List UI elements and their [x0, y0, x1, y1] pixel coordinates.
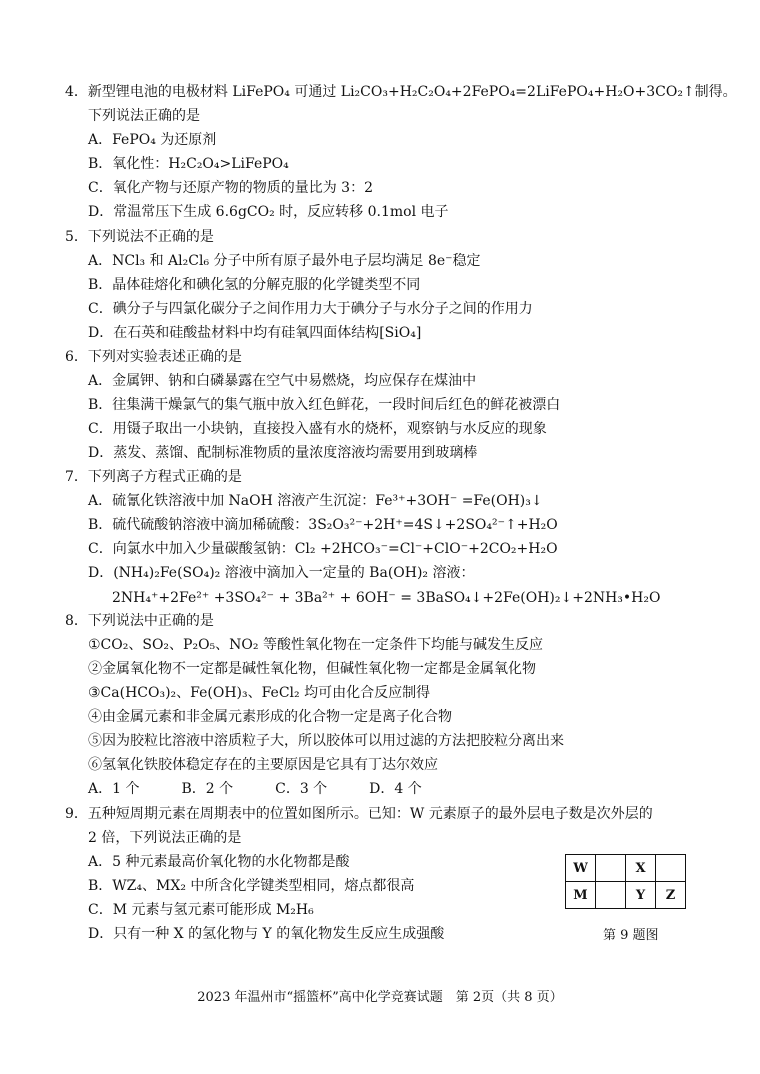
- q8-statement-3: ③Ca(HCO₃)₂、Fe(OH)₃、FeCl₂ 均可由化合反应制得: [88, 685, 431, 701]
- q8-stem: 8．下列说法中正确的是: [65, 613, 214, 629]
- periodic-table-figure: [565, 854, 686, 909]
- q7-option-c: C．向氯水中加入少量碳酸氢钠：Cl₂ +2HCO₃⁻=Cl⁻+ClO⁻+2CO₂+H₂O: [88, 541, 558, 557]
- q8-statement-1: ①CO₂、SO₂、P₂O₅、NO₂ 等酸性氧化物在一定条件下均能与碱发生反应: [88, 637, 543, 653]
- q6-stem: 6．下列对实验表述正确的是: [65, 349, 242, 365]
- q5-stem: 5．下列说法不正确的是: [65, 229, 214, 245]
- q5-option-d: D．在石英和硅酸盐材料中均有硅氧四面体结构[SiO₄]: [88, 325, 422, 341]
- q5-option-b: B．晶体硅熔化和碘化氢的分解克服的化学键类型不同: [88, 277, 421, 293]
- q4-option-a: A．FePO₄ 为还原剂: [88, 132, 217, 148]
- q5-option-a: A．NCl₃ 和 Al₂Cl₆ 分子中所有原子最外电子层均满足 8e⁻稳定: [88, 253, 481, 269]
- q7-option-d-equation: 2NH₄⁺+2Fe²⁺ +3SO₄²⁻ + 3Ba²⁺ + 6OH⁻ = 3BaSO₄↓+2Fe(OH)₂↓+2NH₃•H₂O: [112, 590, 661, 606]
- table-row: [566, 855, 686, 882]
- q9-option-d: D．只有一种 X 的氢化物与 Y 的氧化物发生反应生成强酸: [88, 926, 445, 942]
- q4-option-c: C．氧化产物与还原产物的物质的量比为 3：2: [88, 180, 373, 196]
- table-row: [566, 882, 686, 909]
- q6-option-a: A．金属钾、钠和白磷暴露在空气中易燃烧，均应保存在煤油中: [88, 373, 477, 389]
- table-cell: X: [626, 855, 656, 882]
- q9-option-b: B．WZ₄、MX₂ 中所含化学键类型相同，熔点都很高: [88, 878, 415, 894]
- q4-option-b: B．氧化性：H₂C₂O₄>LiFePO₄: [88, 156, 289, 172]
- table-cell: M: [566, 882, 596, 909]
- q9-stem-cont: 2 倍，下列说法正确的是: [88, 830, 242, 846]
- q8-statement-5: ⑤因为胶粒比溶液中溶质粒子大，所以胶体可以用过滤的方法把胶粒分离出来: [88, 733, 564, 749]
- q9-option-c: C．M 元素与氢元素可能形成 M₂H₆: [88, 902, 314, 918]
- q9-option-a: A．5 种元素最高价氧化物的水化物都是酸: [88, 854, 350, 870]
- q7-option-b: B．硫代硫酸钠溶液中滴加稀硫酸：3S₂O₃²⁻+2H⁺=4S↓+2SO₄²⁻↑+H₂O: [88, 517, 558, 533]
- table-cell: [596, 855, 626, 882]
- q5-option-c: C．碘分子与四氯化碳分子之间作用力大于碘分子与水分子之间的作用力: [88, 301, 533, 317]
- q7-stem: 7．下列离子方程式正确的是: [65, 469, 242, 485]
- q7-option-a: A．硫氰化铁溶液中加 NaOH 溶液产生沉淀：Fe³⁺+3OH⁻ =Fe(OH)₃↓: [88, 493, 543, 509]
- q8-statement-2: ②金属氧化物不一定都是碱性氧化物，但碱性氧化物一定都是金属氧化物: [88, 661, 536, 677]
- q4-option-d: D．常温常压下生成 6.6gCO₂ 时，反应转移 0.1mol 电子: [88, 204, 449, 220]
- q7-option-d: D．(NH₄)₂Fe(SO₄)₂ 溶液中滴加入一定量的 Ba(OH)₂ 溶液：: [88, 565, 475, 581]
- q8-statement-4: ④由金属元素和非金属元素形成的化合物一定是离子化合物: [88, 709, 452, 725]
- table-cell: Y: [626, 882, 656, 909]
- figure-caption: 第 9 题图: [603, 928, 659, 943]
- q9-stem: 9．五种短周期元素在周期表中的位置如图所示。已知：W 元素原子的最外层电子数是次外层的: [65, 806, 653, 822]
- q6-option-c: C．用镊子取出一小块钠，直接投入盛有水的烧杯，观察钠与水反应的现象: [88, 421, 547, 437]
- q8-options: A．1 个 B．2 个 C．3 个 D．4 个: [88, 781, 422, 797]
- table-cell: Z: [656, 882, 686, 909]
- q6-option-d: D．蒸发、蒸馏、配制标准物质的量浓度溶液均需要用到玻璃棒: [88, 445, 478, 461]
- q8-statement-6: ⑥氢氧化铁胶体稳定存在的主要原因是它具有丁达尔效应: [88, 757, 438, 773]
- table-cell: [656, 855, 686, 882]
- q4-stem: 4．新型锂电池的电极材料 LiFePO₄ 可通过 Li₂CO₃+H₂C₂O₄+2FePO₄=2LiFePO₄+H₂O+3CO₂↑制得。: [65, 84, 737, 100]
- q6-option-b: B．往集满干燥氯气的集气瓶中放入红色鲜花，一段时间后红色的鲜花被漂白: [88, 397, 561, 413]
- q4-stem-cont: 下列说法正确的是: [88, 108, 200, 124]
- table-cell: W: [566, 855, 596, 882]
- table-cell: [596, 882, 626, 909]
- page-footer: 2023 年温州市“摇篮杯”高中化学竞赛试题 第 2页（共 8 页）: [197, 990, 563, 1005]
